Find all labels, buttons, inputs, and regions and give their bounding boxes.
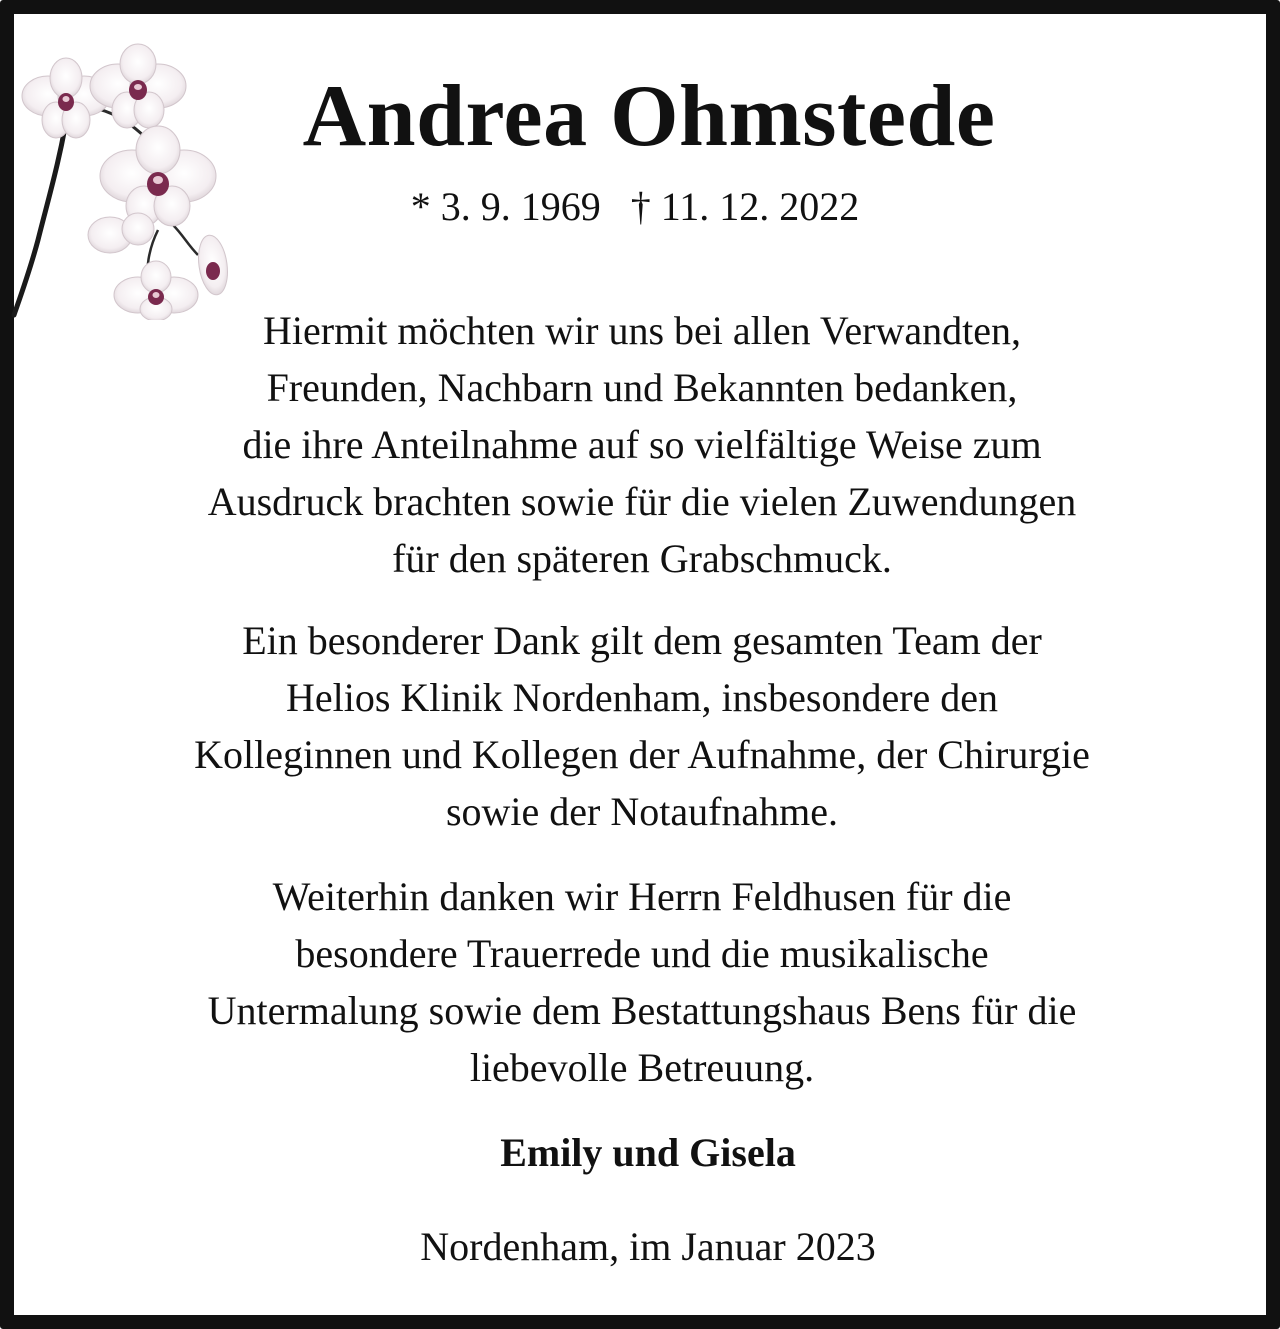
text-line: Helios Klinik Nordenham, insbesondere den <box>285 675 999 720</box>
thanks-paragraph-1 <box>60 302 1224 587</box>
text-line: Weiterhin danken wir Herrn Feldhusen für die <box>272 874 1012 919</box>
text-line: Ein besonderer Dank gilt dem gesamten Team der <box>242 618 1042 663</box>
text-line: liebevolle Betreuung. <box>469 1045 815 1090</box>
birth-date: * 3. 9. 1969 <box>410 184 601 229</box>
text-line: besondere Trauerrede und die musikalische <box>295 931 989 976</box>
text-line: Hiermit möchten wir uns bei allen Verwandten, <box>263 308 1021 353</box>
signature: Emily und Gisela <box>500 1130 796 1175</box>
life-dates <box>0 180 1280 234</box>
text-line: Kolleginnen und Kollegen der Aufnahme, der Chirurgie <box>194 732 1090 777</box>
text-line: die ihre Anteilnahme auf so vielfältige Weise zum <box>242 422 1042 467</box>
deceased-name: Andrea Ohmstede <box>302 68 996 165</box>
text-line: Freunden, Nachbarn und Bekannten bedanken, <box>266 365 1018 410</box>
text-line: Ausdruck brachten sowie für die vielen Zuwendungen <box>207 479 1077 524</box>
place-and-date: Nordenham, im Januar 2023 <box>420 1224 876 1269</box>
death-date: † 11. 12. 2022 <box>630 184 860 229</box>
text-line: Untermalung sowie dem Bestattungshaus Bens für die <box>207 988 1077 1033</box>
text-line: sowie der Notaufnahme. <box>445 789 839 834</box>
thanks-paragraph-3 <box>60 868 1224 1096</box>
text-line: für den späteren Grabschmuck. <box>392 536 892 581</box>
thanks-paragraph-2 <box>60 612 1224 840</box>
